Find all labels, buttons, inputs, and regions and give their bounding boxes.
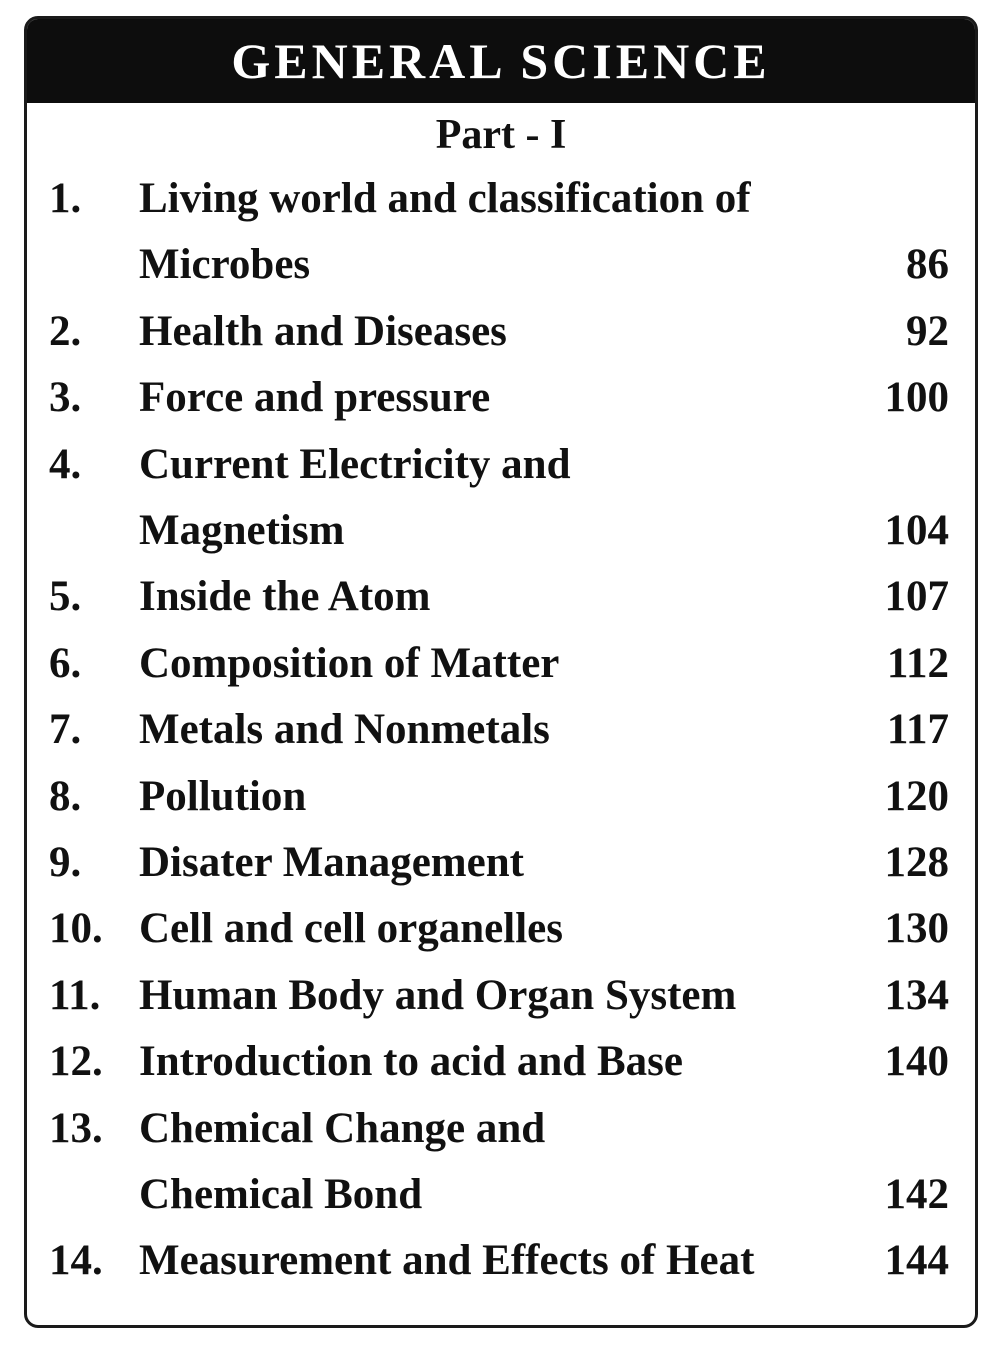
toc-row xyxy=(27,1231,975,1291)
chapter-title: Introduction to acid and Base xyxy=(139,1038,683,1086)
chapter-title: Measurement and Effects of Heat xyxy=(139,1237,755,1285)
chapter-number: 6. xyxy=(49,639,82,687)
page-number: 92 xyxy=(906,307,949,355)
chapter-number: 14. xyxy=(49,1237,103,1285)
chapter-title: Chemical Bond xyxy=(139,1171,423,1218)
page-number: 128 xyxy=(884,839,949,886)
section-title-banner xyxy=(27,19,975,103)
toc-row xyxy=(27,899,975,959)
chapter-number: 5. xyxy=(49,573,82,621)
chapter-number: 13. xyxy=(49,1104,103,1152)
chapter-number: 1. xyxy=(49,175,82,222)
page-number: 100 xyxy=(884,374,949,422)
page-number: 130 xyxy=(884,905,949,953)
chapter-title: Force and pressure xyxy=(139,374,491,422)
chapter-number: 3. xyxy=(49,374,82,422)
toc-row xyxy=(27,833,975,893)
toc-row xyxy=(27,435,975,495)
chapter-title: Human Body and Organ System xyxy=(139,971,737,1019)
page-number: 140 xyxy=(884,1038,949,1086)
page-number: 142 xyxy=(884,1171,949,1218)
chapter-number: 8. xyxy=(49,772,82,820)
page-number: 134 xyxy=(884,971,949,1019)
chapter-title: Microbes xyxy=(139,241,311,289)
chapter-number: 9. xyxy=(49,839,82,886)
chapter-number: 2. xyxy=(49,307,82,355)
chapter-title: Health and Diseases xyxy=(139,307,507,355)
page-number: 86 xyxy=(906,241,949,289)
toc-row xyxy=(27,302,975,362)
chapter-title: Pollution xyxy=(139,772,307,820)
page-number: 117 xyxy=(886,706,949,754)
chapter-title: Cell and cell organelles xyxy=(139,905,563,953)
part-heading: Part - I xyxy=(435,112,567,158)
toc-row xyxy=(27,567,975,627)
toc-row xyxy=(27,634,975,694)
chapter-number: 10. xyxy=(49,905,103,953)
toc-row xyxy=(27,767,975,827)
toc-row xyxy=(27,501,975,561)
page-number: 144 xyxy=(884,1237,949,1285)
page-number: 107 xyxy=(884,573,949,621)
chapter-title: Current Electricity and xyxy=(139,440,571,488)
chapter-number: 7. xyxy=(49,706,82,754)
chapter-title: Chemical Change and xyxy=(139,1104,546,1152)
toc-row xyxy=(27,169,975,229)
toc-row xyxy=(27,1032,975,1092)
chapter-number: 4. xyxy=(49,440,82,488)
chapter-title: Magnetism xyxy=(139,507,345,554)
chapter-title: Disater Management xyxy=(139,839,524,886)
chapter-title: Composition of Matter xyxy=(139,639,560,687)
toc-row xyxy=(27,368,975,428)
page-number: 104 xyxy=(884,507,949,554)
toc-row xyxy=(27,1099,975,1159)
chapter-title: Living world and classification of xyxy=(139,175,751,222)
chapter-title: Metals and Nonmetals xyxy=(139,706,550,754)
page-number: 120 xyxy=(884,772,949,820)
section-title: GENERAL SCIENCE xyxy=(231,33,771,89)
chapter-title: Inside the Atom xyxy=(139,573,431,621)
page-number: 112 xyxy=(886,639,949,687)
toc-row xyxy=(27,1165,975,1225)
toc-row xyxy=(27,235,975,295)
chapter-number: 11. xyxy=(49,971,101,1019)
chapter-number: 12. xyxy=(49,1038,103,1086)
toc-row xyxy=(27,700,975,760)
contents-box xyxy=(24,16,978,1328)
toc-row xyxy=(27,966,975,1026)
